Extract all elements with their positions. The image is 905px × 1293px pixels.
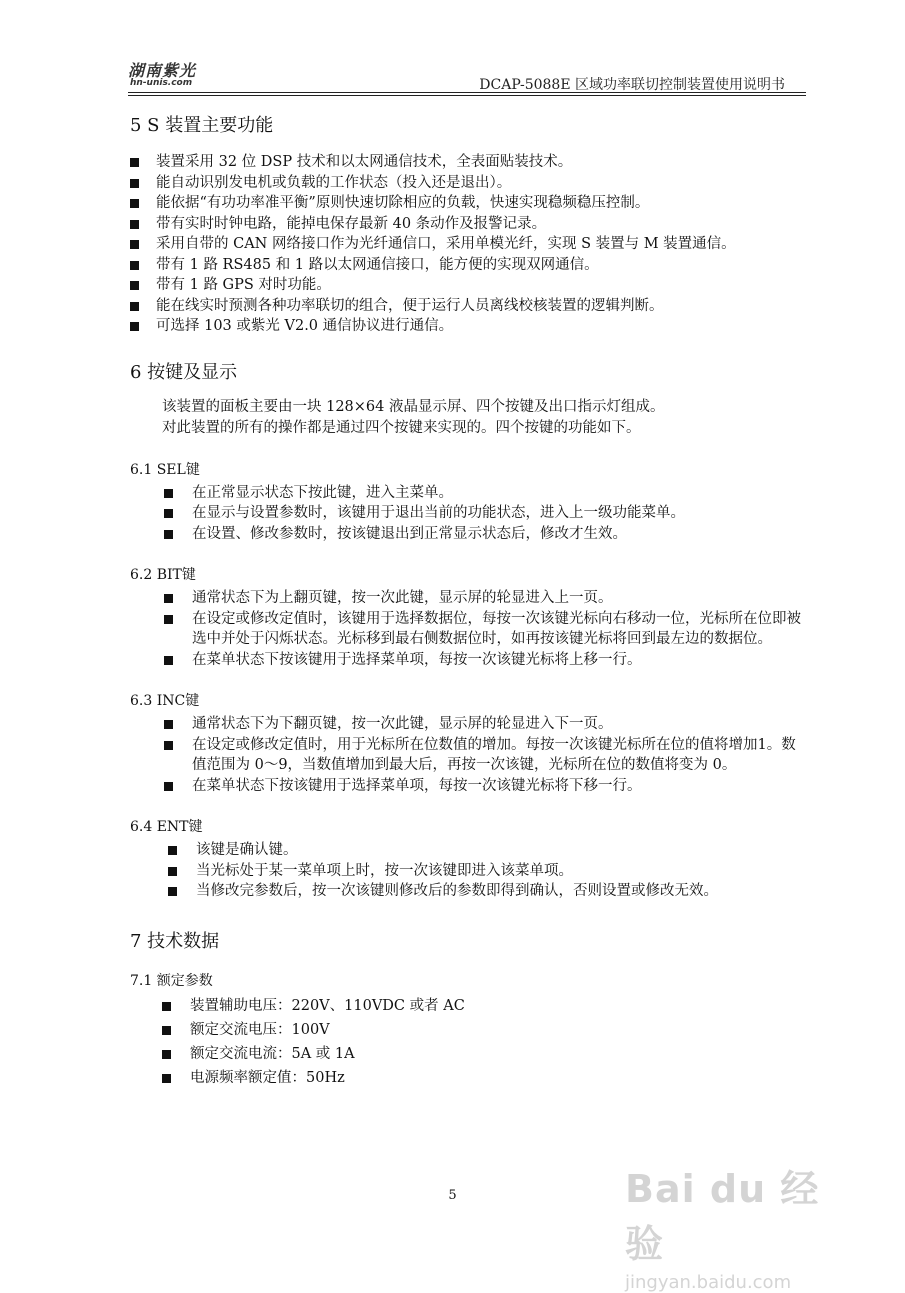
subsection-6-1-heading: 6.1 SEL键: [130, 461, 200, 478]
list-item: 带有实时时钟电路，能掉电保存最新 40 条动作及报警记录。: [130, 214, 810, 235]
bullet-square-icon: [130, 240, 139, 249]
baidu-jingyan-watermark: [625, 1158, 855, 1293]
subsection-6-2-list: [130, 588, 810, 670]
list-item: 在菜单状态下按该键用于选择菜单项，每按一次该键光标将上移一行。: [130, 650, 810, 671]
subsection-7-1-heading: 7.1 额定参数: [130, 972, 213, 989]
list-item: 带有 1 路 GPS 对时功能。: [130, 275, 810, 296]
list-item: 装置辅助电压：220V、110VDC 或者 AC: [130, 994, 810, 1018]
section-7-heading: 7 技术数据: [130, 930, 220, 952]
list-item: 该键是确认键。: [130, 840, 810, 861]
bullet-square-icon: [164, 594, 173, 603]
bullet-square-icon: [164, 615, 173, 624]
subsection-6-2-heading: 6.2 BIT键: [130, 567, 196, 583]
list-item: 当光标处于某一菜单项上时，按一次该键即进入该菜单项。: [130, 861, 810, 882]
watermark-url: jingyan.baidu.com: [625, 1272, 792, 1293]
bullet-square-icon: [130, 302, 139, 311]
list-item: 额定交流电压：100V: [130, 1018, 810, 1042]
subsection-6-3-list: [130, 714, 810, 796]
company-logo: [128, 58, 208, 92]
bullet-square-icon: [164, 741, 173, 750]
list-item: 通常状态下为上翻页键，按一次此键，显示屏的轮显进入上一页。: [130, 588, 810, 609]
header-divider: [128, 92, 806, 93]
subsection-6-4-heading: 6.4 ENT键: [130, 819, 203, 835]
bullet-square-icon: [164, 782, 173, 791]
list-item: 可选择 103 或紫光 V2.0 通信协议进行通信。: [130, 316, 810, 337]
bullet-square-icon: [168, 867, 177, 876]
bullet-square-icon: [164, 530, 173, 539]
watermark-brand: Bai du 经验: [625, 1167, 820, 1266]
section-6-paragraph-1: 该装置的面板主要由一块 128×64 液晶显示屏、四个按键及出口指示灯组成。: [162, 398, 665, 415]
list-item: 带有 1 路 RS485 和 1 路以太网通信接口，能方便的实现双网通信。: [130, 255, 810, 276]
list-item: 能依据“有功功率准平衡”原则快速切除相应的负载，快速实现稳频稳压控制。: [130, 193, 810, 214]
bullet-square-icon: [164, 509, 173, 518]
list-item: 在设定或修改定值时，该键用于选择数据位，每按一次该键光标向右移动一位，光标所在位即被选中并处于闪烁状态。光标移到最右侧数据位时，如再按该键光标将回到最左边的数据位。: [130, 609, 810, 650]
section-5-list: [130, 152, 810, 337]
bullet-square-icon: [130, 158, 139, 167]
list-item: 通常状态下为下翻页键，按一次此键，显示屏的轮显进入下一页。: [130, 714, 810, 735]
list-item: 额定交流电流：5A 或 1A: [130, 1042, 810, 1066]
bullet-square-icon: [162, 1074, 171, 1083]
bullet-square-icon: [162, 1002, 171, 1011]
list-item: 在菜单状态下按该键用于选择菜单项，每按一次该键光标将下移一行。: [130, 776, 810, 797]
list-item: 在设定或修改定值时，用于光标所在位数值的增加。每按一次该键光标所在位的值将增加1。数值范围为 0～9，当数值增加到最大后，再按一次该键，光标所在位的数值将变为 0。: [130, 735, 810, 776]
section-5-heading: 5 S 装置主要功能: [130, 115, 274, 136]
bullet-square-icon: [162, 1026, 171, 1035]
subsection-6-1-list: [130, 483, 810, 545]
bullet-square-icon: [130, 220, 139, 229]
bullet-square-icon: [164, 720, 173, 729]
bullet-square-icon: [130, 322, 139, 331]
section-6-paragraph-2: 对此装置的所有的操作都是通过四个按键来实现的。四个按键的功能如下。: [162, 419, 641, 436]
bullet-square-icon: [130, 199, 139, 208]
section-6-heading: 6 按键及显示: [130, 361, 238, 383]
subsection-6-4-list: [130, 840, 810, 902]
list-item: 能在线实时预测各种功率联切的组合，便于运行人员离线校核装置的逻辑判断。: [130, 296, 810, 317]
list-item: 在显示与设置参数时，该键用于退出当前的功能状态，进入上一级功能菜单。: [130, 503, 810, 524]
list-item: 装置采用 32 位 DSP 技术和以太网通信技术，全表面贴装技术。: [130, 152, 810, 173]
logo-text-cn: 湖南紫光: [128, 61, 197, 80]
logo-url: hn-unis.com: [130, 78, 193, 88]
subsection-7-1-list: [130, 994, 810, 1090]
bullet-square-icon: [162, 1050, 171, 1059]
bullet-square-icon: [164, 656, 173, 665]
page-number: 5: [448, 1188, 457, 1203]
subsection-6-3-heading: 6.3 INC键: [130, 693, 200, 709]
list-item: 当修改完参数后，按一次该键则修改后的参数即得到确认，否则设置或修改无效。: [130, 881, 810, 902]
bullet-square-icon: [130, 179, 139, 188]
bullet-square-icon: [168, 887, 177, 896]
document-title: DCAP-5088E 区域功率联切控制装置使用说明书: [479, 77, 785, 93]
list-item: 采用自带的 CAN 网络接口作为光纤通信口，采用单模光纤，实现 S 装置与 M 装置通信。: [130, 234, 810, 255]
bullet-square-icon: [168, 846, 177, 855]
bullet-square-icon: [130, 261, 139, 270]
bullet-square-icon: [130, 281, 139, 290]
list-item: 在正常显示状态下按此键，进入主菜单。: [130, 483, 810, 504]
header-divider-second: [128, 95, 806, 96]
bullet-square-icon: [164, 489, 173, 498]
page-content: [130, 108, 810, 1090]
list-item: 电源频率额定值：50Hz: [130, 1066, 810, 1090]
list-item: 能自动识别发电机或负载的工作状态（投入还是退出）。: [130, 173, 810, 194]
list-item: 在设置、修改参数时，按该键退出到正常显示状态后，修改才生效。: [130, 524, 810, 545]
